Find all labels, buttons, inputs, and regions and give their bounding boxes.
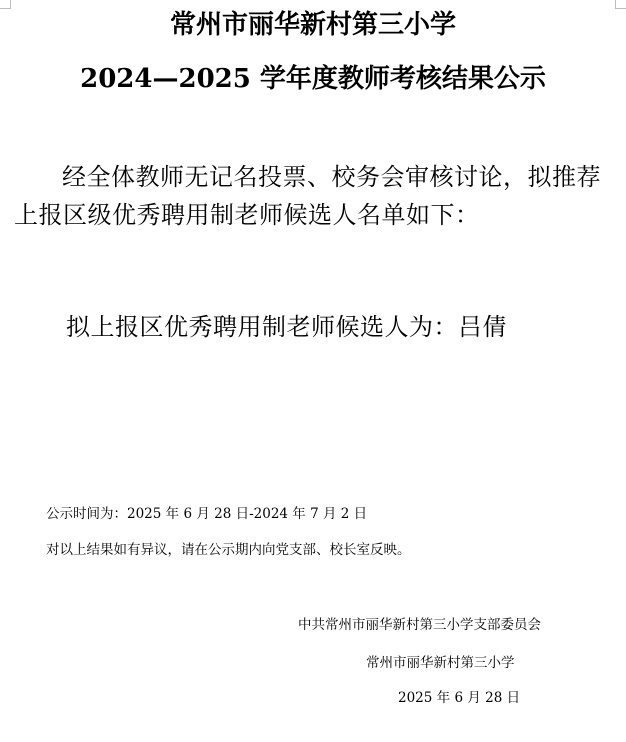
publicity-period: 公示时间为：2025 年 6 月 28 日-2024 年 7 月 2 日 — [46, 506, 368, 522]
document-subtitle: 2024—2025 学年度教师考核结果公示 — [80, 64, 546, 94]
signature-date: 2025 年 6 月 28 日 — [398, 690, 521, 706]
document-title: 常州市丽华新村第三小学 — [169, 10, 456, 40]
objection-note: 对以上结果如有异议，请在公示期内向党支部、校长室反映。 — [46, 542, 411, 558]
candidate-paragraph: 拟上报区优秀聘用制老师候选人为：吕倩 — [66, 313, 507, 341]
intro-paragraph: 经全体教师无记名投票、校务会审核讨论，拟推荐上报区级优秀聘用制老师候选人名单如下： — [14, 163, 601, 229]
school-signature: 常州市丽华新村第三小学 — [366, 655, 515, 671]
party-branch-signature: 中共常州市丽华新村第三小学支部委员会 — [298, 617, 541, 633]
